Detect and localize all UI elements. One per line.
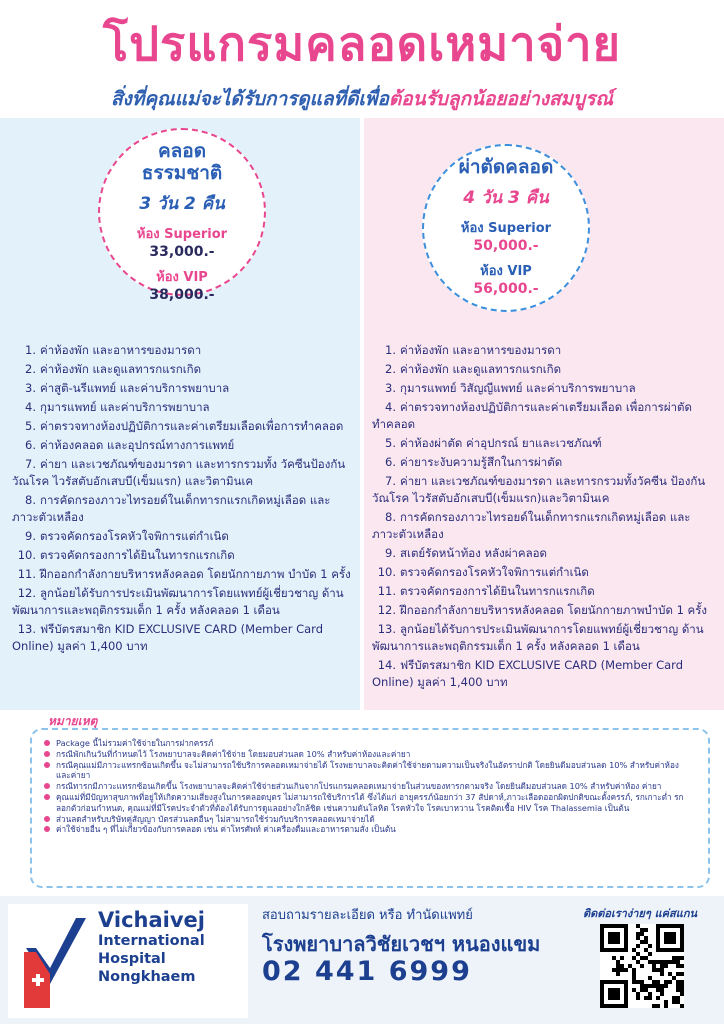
list-item-text: ค่ายา และเวชภัณฑ์ของมารดา และทารกรวมทั้ง วัคซีนป้องกันวัณโรค ไวรัสตับอักเสบบี(เข็มแรก) และวิตามินเค [12, 457, 346, 488]
bullet-icon [44, 751, 50, 757]
list-item [372, 435, 716, 452]
notes-title: หมายเหตุ [48, 714, 98, 728]
list-item-text: ค่ายา และเวชภัณฑ์ของมารดา และทารกรวมทั้งวัคซีน ป้องกันวัณโรค ไวรัสตับอักเสบบี(เข็มแรก)และวิตามินเค [372, 474, 706, 505]
note-text: กรณีพักเกินวันที่กำหนดไว้ โรงพยาบาลจะคิดค่าใช้จ่าย โดยมอบส่วนลด 10% สำหรับค่าห้องและค่ายา [56, 748, 411, 759]
list-item [12, 437, 354, 454]
list-item-text: ค่าตรวจทางห้องปฏิบัติการและค่าเตรียมเลือดเพื่อการทำคลอด [40, 419, 344, 433]
package-days: 3 วัน 2 คืน [139, 194, 225, 214]
page-title: โปรแกรมคลอดเหมาจ่าย [102, 17, 622, 72]
list-item-number: 6. [25, 438, 36, 452]
logo-line: International [98, 933, 205, 949]
room-label: ห้อง VIP [480, 264, 532, 279]
list-item-text: กุมารแพทย์ และค่าบริการพยาบาล [40, 400, 210, 414]
column-divider [360, 118, 364, 710]
list-item [12, 547, 354, 564]
list-item [372, 545, 716, 562]
note-item [44, 749, 696, 760]
list-item [12, 342, 354, 359]
list-item-text: ลูกน้อยได้รับการประเมินพัฒนาการโดยแพทย์ผู้เชี่ยวชาญ ด้านพัฒนาการและพฤติกรรมเด็ก 1 ครั้ง หลังคลอด 1 เดือน [372, 622, 704, 653]
list-item [372, 454, 716, 471]
list-item-text: ค่าสูติ-นรีแพทย์ และค่าบริการพยาบาล [40, 381, 230, 395]
list-item-text: การคัดกรองภาวะไทรอยด์ในเด็กทารกแรกเกิดหมู่เลือด และภาวะตัวเหลือง [372, 510, 691, 541]
note-text: กรณีทารกมีภาวะแทรกซ้อนเกิดขึ้น โรงพยาบาลจะคิดค่าใช้จ่ายส่วนเกินจากโปรแกรมคลอดเหมาจ่ายในส่วนของทารกตามจริง โดยยินดีมอบส่วนลด 10% สำหรับค่าห้อง ค่ายา [56, 781, 662, 792]
list-item-number: 13. [17, 622, 36, 636]
list-item [12, 492, 354, 526]
list-item [372, 361, 716, 378]
list-item-number: 1. [25, 343, 36, 357]
list-item [12, 399, 354, 416]
note-text: กรณีคุณแม่มีภาวะแทรกซ้อนเกิดขึ้น จะไม่สามารถใช้บริการคลอดเหมาจ่ายได้ โรงพยาบาลจะคิดค่าใช้จ่ายตามความเป็นจริงในอัตราปกติ โดยยินดีมอบส่วนลด 10% สำหรับค่าห้อง และค่ายา [56, 759, 679, 781]
notes-box [30, 728, 710, 888]
list-item [12, 621, 354, 655]
list-item-text: ตรวจคัดกรองการได้ยินในทารกแรกเกิด [40, 548, 235, 562]
list-item-number: 3. [25, 381, 36, 395]
qr-caption: ติดต่อเราง่ายๆ แค่สแกน [582, 907, 698, 920]
note-item [44, 824, 696, 835]
package-badge-cesarean [422, 144, 590, 312]
list-item-number: 9. [25, 529, 36, 543]
bullet-icon [44, 740, 50, 746]
qr-code-icon[interactable] [600, 924, 684, 1008]
logo-text [98, 908, 246, 986]
list-item-text: สเตย์รัดหน้าท้อง หลังผ่าคลอด [400, 546, 548, 560]
list-item-number: 10. [377, 565, 396, 579]
list-item-number: 4. [25, 400, 36, 414]
list-item [12, 566, 354, 583]
list-item-number: 3. [385, 381, 396, 395]
list-item [12, 585, 354, 619]
list-item [372, 380, 716, 397]
list-item-number: 8. [385, 510, 396, 524]
list-item-number: 2. [25, 362, 36, 376]
hospital-name: โรงพยาบาลวิชัยเวชฯ หนองแขม [262, 932, 541, 956]
room-price: 38,000.- [149, 287, 215, 303]
bullet-icon [44, 816, 50, 822]
list-item-number: 11. [377, 584, 396, 598]
package-title-line2: ธรรมชาติ [141, 162, 223, 184]
note-text: คุณแม่ที่มีปัญหาสุขภาพที่อยู่ให้เกิดความเสี่ยงสูงในการคลอดบุตร ไม่สามารถใช้บริการได้ ซึ่งได้แก่ อายุครรภ์น้อยกว่า 37 สัปดาห์,ภาวะเลือดออกผิดปกติขณะตั้งครรภ์, รกเกาะต่ำ รกลอกตัวก่อนกำหนด, คุณแม่ที่มีโรคประจำตัวที่ต้องได้รับการดูแลอย่างใกล้ชิด เช่นความดันโลหิต โรคหัวใจ โรคเบาหวาน โรคติดเชื้อ HIV โรค Thalassemia เป็นต้น [56, 791, 684, 813]
list-item-text: ฟรีบัตรสมาชิก KID EXCLUSIVE CARD (Member Card Online) มูลค่า 1,400 บาท [372, 658, 684, 689]
list-item [372, 342, 716, 359]
list-item-number: 1. [385, 343, 396, 357]
list-item-text: ค่าห้องผ่าตัด ค่าอุปกรณ์ ยาและเวชภัณฑ์ [400, 436, 602, 450]
room-label: ห้อง VIP [156, 270, 208, 285]
list-item [12, 528, 354, 545]
list-item-number: 13. [377, 622, 396, 636]
contact-text: สอบถามรายละเอียด หรือ ทำนัดแพทย์ [262, 908, 473, 923]
list-item [372, 564, 716, 581]
list-item [372, 399, 716, 433]
list-item-text: ค่าห้องพัก และดูแลทารกแรกเกิด [400, 362, 562, 376]
note-text: ค่าใช้จ่ายอื่น ๆ ที่ไม่เกี่ยวข้องกับการคลอด เช่น ค่าโทรศัพท์ ค่าเครื่องดื่มและอาหารตามสั่ง เป็นต้น [56, 824, 396, 835]
list-item-text: ตรวจคัดกรองโรคหัวใจพิการแต่กำเนิด [400, 565, 589, 579]
logo-line: Hospital [98, 951, 166, 967]
room-price: 33,000.- [149, 244, 215, 260]
room-label: ห้อง Superior [136, 227, 228, 242]
note-item [44, 781, 696, 792]
list-item-text: ตรวจคัดกรองการได้ยินในทารกแรกเกิด [400, 584, 595, 598]
list-item-text: ค่าห้องพัก และอาหารของมารดา [400, 343, 562, 357]
list-item [12, 380, 354, 397]
list-item-text: ค่าห้องคลอด และอุปกรณ์ทางการแพทย์ [40, 438, 235, 452]
room-price: 50,000.- [473, 238, 539, 254]
list-item-number: 11. [17, 567, 36, 581]
bullet-icon [44, 794, 50, 800]
list-item [372, 621, 716, 655]
list-item-number: 2. [385, 362, 396, 376]
phone-number[interactable]: 02 441 6999 [262, 956, 472, 987]
page-subtitle [0, 84, 724, 114]
list-item-number: 7. [25, 457, 36, 471]
note-item [44, 760, 696, 782]
package-items-cesarean [372, 342, 716, 693]
list-item-text: กุมารแพทย์ วิสัญญีแพทย์ และค่าบริการพยาบาล [400, 381, 636, 395]
list-item-text: ตรวจคัดกรองโรคหัวใจพิการแต่กำเนิด [40, 529, 229, 543]
list-item-number: 5. [25, 419, 36, 433]
package-title-line1: ผ่าตัดคลอด [458, 156, 554, 178]
list-item-number: 5. [385, 436, 396, 450]
list-item [12, 361, 354, 378]
list-item-number: 14. [377, 658, 396, 672]
list-item-number: 9. [385, 546, 396, 560]
list-item [372, 583, 716, 600]
note-text: Package นี้ไม่รวมค่าใช้จ่ายในการฝากครรภ์ [56, 738, 214, 748]
room-price: 56,000.- [473, 281, 539, 297]
list-item-number: 8. [25, 493, 36, 507]
subtitle-part1: สิ่งที่คุณแม่จะได้รับการดูแลที่ดีเพื่อ [110, 88, 389, 110]
note-item [44, 738, 696, 749]
list-item-text: ค่ายาระงับความรู้สึกในการผ่าตัด [400, 455, 563, 469]
subtitle-part2: ต้อนรับลูกน้อยอย่างสมบูรณ์ [388, 88, 614, 110]
bullet-icon [44, 762, 50, 768]
list-item [372, 509, 716, 543]
list-item-number: 4. [385, 400, 396, 414]
room-label: ห้อง Superior [460, 221, 552, 236]
package-badge-natural [98, 128, 266, 303]
list-item [372, 602, 716, 619]
note-item [44, 814, 696, 825]
bullet-icon [44, 826, 50, 832]
logo-name: Vichaivej [98, 908, 205, 932]
list-item-text: ค่าตรวจทางห้องปฏิบัติการและค่าเตรียมเลือด เพื่อการผ่าตัดทำคลอด [372, 400, 692, 431]
list-item-text: ฝึกออกกำลังกายบริหารหลังคลอด โดยนักกายภาพบำบัด 1 ครั้ง [400, 603, 708, 617]
list-item-text: ค่าห้องพัก และดูแลทารกแรกเกิด [40, 362, 202, 376]
list-item-number: 6. [385, 455, 396, 469]
package-days: 4 วัน 3 คืน [463, 188, 549, 208]
package-items-natural [12, 342, 354, 657]
list-item [12, 456, 354, 490]
list-item [12, 418, 354, 435]
list-item-number: 12. [17, 586, 36, 600]
list-item-number: 10. [17, 548, 36, 562]
list-item [372, 473, 716, 507]
list-item-text: ฝึกออกกำลังกายบริหารหลังคลอด โดยนักกายภาพ บำบัด 1 ครั้ง [40, 567, 351, 581]
list-item [372, 657, 716, 691]
list-item-number: 12. [377, 603, 396, 617]
notes-list [44, 738, 696, 835]
list-item-text: ฟรีบัตรสมาชิก KID EXCLUSIVE CARD (Member Card Online) มูลค่า 1,400 บาท [12, 622, 324, 653]
bullet-icon [44, 783, 50, 789]
list-item-text: ค่าห้องพัก และอาหารของมารดา [40, 343, 202, 357]
list-item-text: ลูกน้อยได้รับการประเมินพัฒนาการโดยแพทย์ผู้เชี่ยวชาญ ด้านพัฒนาการและพฤติกรรมเด็ก 1 ครั้ง หลังคลอด 1 เดือน [12, 586, 344, 617]
list-item-text: การคัดกรองภาวะไทรอยด์ในเด็กทารกแรกเกิดหมู่เลือด และภาวะตัวเหลือง [12, 493, 331, 524]
note-item [44, 792, 696, 814]
note-text: ส่วนลดสำหรับบริษัทคู่สัญญา บัตรส่วนลดอื่นๆ ไม่สามารถใช้ร่วมกับบริการคลอดเหมาจ่ายได้ [56, 813, 375, 824]
list-item-number: 7. [385, 474, 396, 488]
header [0, 0, 724, 118]
package-title-line1: คลอด [157, 140, 207, 162]
logo-line: Nongkhaem [98, 969, 196, 985]
hospital-logo-icon [20, 912, 92, 1012]
